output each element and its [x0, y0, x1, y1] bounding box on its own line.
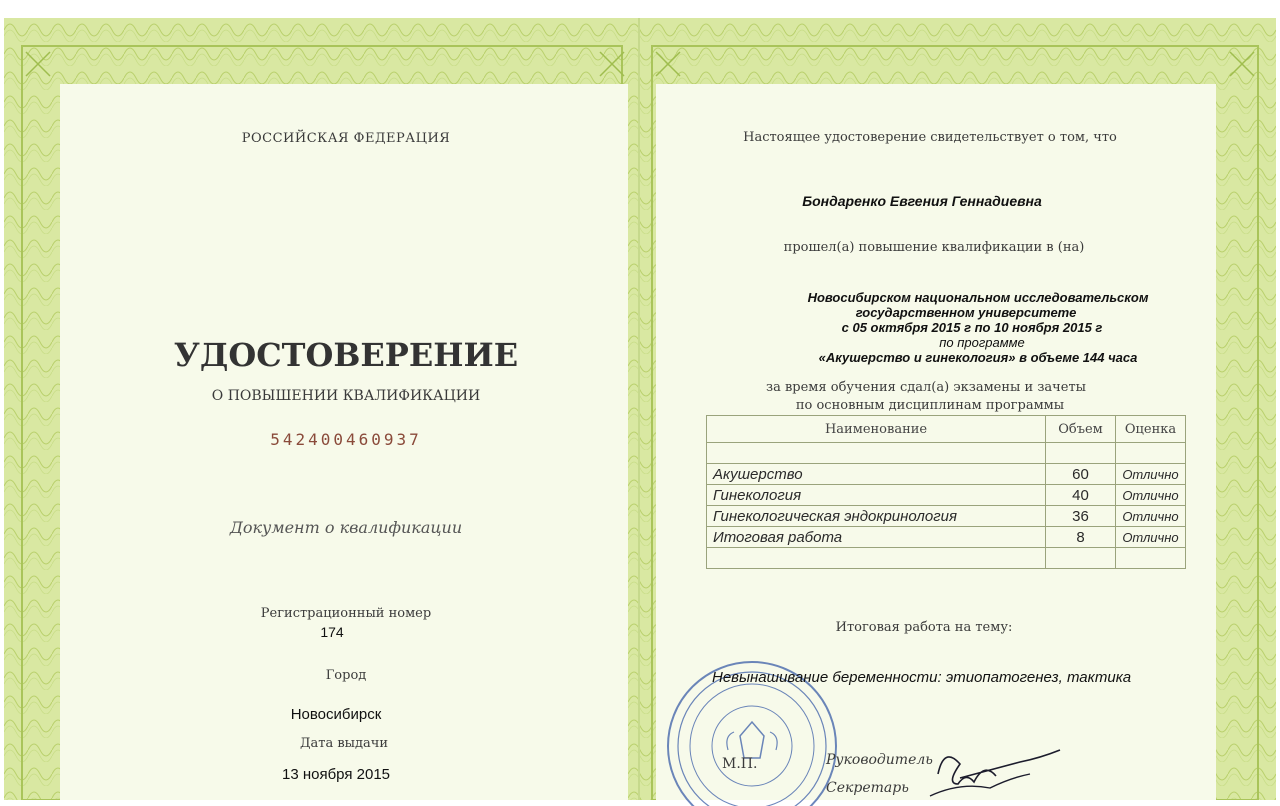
passed-text: прошел(а) повышение квалификации в (на)	[783, 240, 1085, 255]
table-row	[707, 506, 1186, 527]
discipline-volume: 60	[1046, 464, 1116, 485]
country-label: РОССИЙСКАЯ ФЕДЕРАЦИЯ	[241, 131, 451, 146]
doc-type-label: Документ о квалификации	[229, 518, 463, 537]
final-work-topic: Невынашивание беременности: этиопатогенез, тактика	[712, 669, 1132, 686]
document-subtitle: О ПОВЫШЕНИИ КВАЛИФИКАЦИИ	[211, 388, 481, 404]
discipline-name: Итоговая работа	[707, 527, 1046, 548]
document-title: УДОСТОВЕРЕНИЕ	[173, 336, 519, 374]
disciplines-table	[706, 415, 1186, 569]
discipline-name: Гинекологическая эндокринология	[707, 506, 1046, 527]
stamp-place-label: М.П.	[722, 756, 758, 772]
table-row	[707, 527, 1186, 548]
discipline-name: Акушерство	[707, 464, 1046, 485]
final-work-label: Итоговая работа на тему:	[835, 620, 1013, 635]
header-name: Наименование	[707, 416, 1046, 443]
reg-number-label: Регистрационный номер	[260, 606, 432, 621]
holder-name: Бондаренко Евгения Геннадиевна	[802, 193, 1042, 209]
discipline-name: Гинекология	[707, 485, 1046, 506]
by-program-label: по программе	[939, 335, 1025, 350]
table-row-empty	[707, 443, 1186, 464]
issue-date-label: Дата выдачи	[299, 736, 389, 751]
page-fold	[638, 18, 640, 800]
discipline-volume: 36	[1046, 506, 1116, 527]
table-row	[707, 464, 1186, 485]
discipline-grade: Отлично	[1115, 527, 1185, 548]
city-value: Новосибирск	[290, 706, 382, 723]
table-row	[707, 485, 1186, 506]
intro-text: Настоящее удостоверение свидетельствует о том, что	[743, 130, 1117, 145]
discipline-volume: 40	[1046, 485, 1116, 506]
header-grade: Оценка	[1115, 416, 1185, 443]
reg-number-value: 174	[320, 624, 344, 640]
signature-head	[920, 738, 1070, 800]
certificate-number: 542400460937	[270, 430, 422, 449]
issue-date-value: 13 ноября 2015	[281, 766, 391, 783]
discipline-grade: Отлично	[1115, 464, 1185, 485]
institution-line-2: государственном университете	[855, 305, 1077, 320]
institution-line-1: Новосибирском национальном исследовательском	[807, 290, 1149, 305]
table-header-row	[707, 416, 1186, 443]
head-label: Руководитель	[826, 752, 933, 768]
header-volume: Объем	[1046, 416, 1116, 443]
exams-line-2: по основным дисциплинам программы	[795, 398, 1065, 413]
table-row-empty	[707, 548, 1186, 569]
secretary-label: Секретарь	[826, 780, 909, 796]
discipline-volume: 8	[1046, 527, 1116, 548]
program-name: «Акушерство и гинекология» в объеме 144 часа	[818, 350, 1138, 365]
city-label: Город	[325, 668, 367, 683]
course-dates: с 05 октября 2015 г по 10 ноября 2015 г	[841, 320, 1103, 335]
exams-line-1: за время обучения сдал(а) экзамены и зачеты	[766, 380, 1086, 395]
discipline-grade: Отлично	[1115, 506, 1185, 527]
discipline-grade: Отлично	[1115, 485, 1185, 506]
